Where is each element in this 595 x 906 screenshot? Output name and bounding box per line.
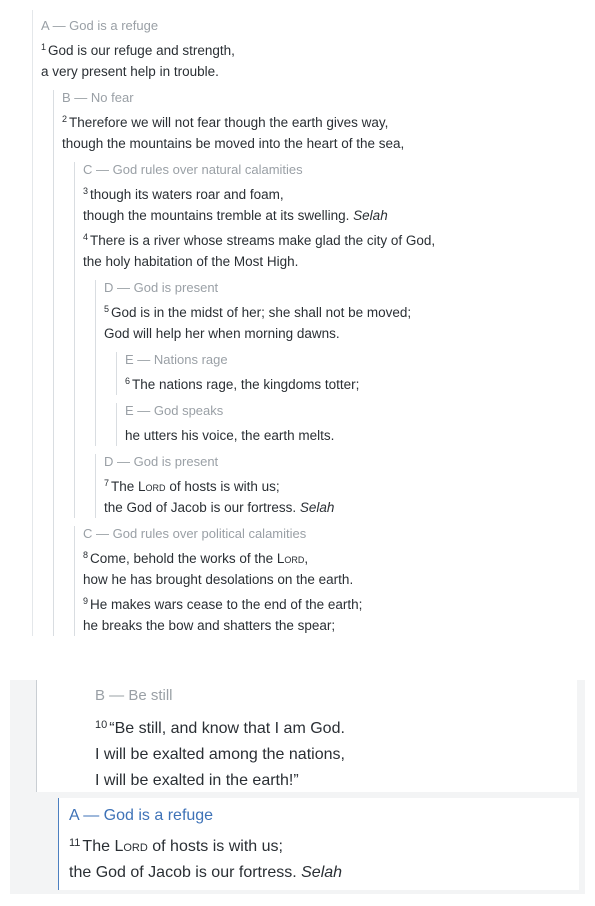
verse-text: “Be still, and know that I am God.: [109, 720, 345, 737]
verse-text: ,: [304, 551, 309, 566]
highlighted-panel: [10, 680, 585, 894]
verse-line: he breaks the bow and shatters the spear;: [83, 618, 336, 633]
verse-text: God is our refuge and strength,: [48, 43, 235, 58]
verse-text: Therefore we will not fear though the earth gives way,: [69, 115, 389, 130]
verse-block: [95, 716, 345, 794]
section-label: B — No fear: [62, 90, 134, 105]
verse-line: [83, 594, 589, 615]
verse-line: [62, 112, 589, 133]
verse-text: of hosts is with us;: [152, 838, 283, 855]
verse-line: [104, 302, 589, 323]
verse-number: 8: [83, 550, 89, 560]
section-label: B — Be still: [95, 687, 173, 704]
verse-line: the holy habitation of the Most High.: [83, 254, 299, 269]
verse-number: 6: [125, 376, 131, 386]
section-label: D — God is present: [104, 280, 219, 295]
lord-smallcaps: Lord: [276, 551, 305, 566]
section-label: E — Nations rage: [125, 352, 228, 367]
verse-line: [83, 230, 589, 251]
verse-line: [83, 548, 589, 569]
section-label: A — God is a refuge: [41, 18, 159, 33]
section-b2[interactable]: [36, 680, 577, 792]
verse-text: God is in the midst of her; she shall not be moved;: [111, 305, 412, 320]
lord-smallcaps: Lord: [114, 838, 148, 855]
verse-text: the God of Jacob is our fortress.: [69, 864, 297, 881]
verse-text: the God of Jacob is our fortress.: [104, 500, 297, 515]
section-a1[interactable]: [32, 10, 589, 636]
verse-line: [69, 860, 342, 886]
section-label: C — God rules over natural calamities: [83, 162, 303, 177]
verse-number: 10: [95, 719, 108, 731]
verse-line: how he has brought desolations on the earth.: [83, 572, 354, 587]
verse-number: 5: [104, 304, 110, 314]
verse-text: Come, behold the works of the: [90, 551, 274, 566]
verse-number: 9: [83, 596, 89, 606]
verse-text: The: [111, 479, 135, 494]
section-d2[interactable]: [95, 454, 589, 518]
selah-marker: Selah: [353, 208, 388, 223]
section-label: E — God speaks: [125, 403, 224, 418]
selah-marker: Selah: [301, 864, 343, 881]
verse-number: 7: [104, 478, 110, 488]
section-e1[interactable]: [116, 352, 589, 395]
selah-marker: Selah: [299, 500, 335, 515]
section-e2[interactable]: [116, 403, 589, 446]
verse-text: He makes wars cease to the end of the earth;: [90, 597, 363, 612]
verse-line: [104, 476, 589, 497]
section-a2[interactable]: [58, 798, 579, 890]
verse-line: [125, 374, 589, 395]
verse-text: There is a river whose streams make glad the city of God,: [90, 233, 436, 248]
verse-text: though the mountains tremble at its swelling.: [83, 208, 350, 223]
verse-number: 4: [83, 232, 89, 242]
verse-block: [69, 834, 342, 886]
verse-number: 2: [62, 114, 68, 124]
verse-line: [104, 497, 589, 518]
section-d1[interactable]: [95, 280, 589, 446]
verse-line: I will be exalted in the earth!”: [95, 772, 299, 789]
verse-line: [95, 716, 345, 742]
verse-text: The: [82, 838, 110, 855]
lord-smallcaps: Lord: [138, 479, 166, 494]
verse-line: though the mountains be moved into the heart of the sea,: [62, 136, 405, 151]
section-label-active: A — God is a refuge: [69, 807, 214, 824]
verse-line: [69, 834, 342, 860]
verse-line: a very present help in trouble.: [41, 64, 219, 79]
verse-line: God will help her when morning dawns.: [104, 326, 340, 341]
verse-line: [83, 205, 589, 226]
verse-number: 1: [41, 42, 47, 52]
verse-text: though its waters roar and foam,: [90, 187, 284, 202]
section-label: C — God rules over political calamities: [83, 526, 307, 541]
verse-line: [83, 184, 589, 205]
verse-text: The nations rage, the kingdoms totter;: [132, 377, 360, 392]
section-c1[interactable]: [74, 162, 589, 518]
verse-line: I will be exalted among the nations,: [95, 746, 345, 763]
section-c2[interactable]: [74, 526, 589, 636]
section-label: D — God is present: [104, 454, 219, 469]
verse-text: of hosts is with us;: [169, 479, 280, 494]
verse-line: [41, 40, 589, 61]
verse-line: he utters his voice, the earth melts.: [125, 428, 335, 443]
verse-number: 11: [69, 837, 81, 849]
verse-number: 3: [83, 186, 89, 196]
section-b1[interactable]: [53, 90, 589, 636]
